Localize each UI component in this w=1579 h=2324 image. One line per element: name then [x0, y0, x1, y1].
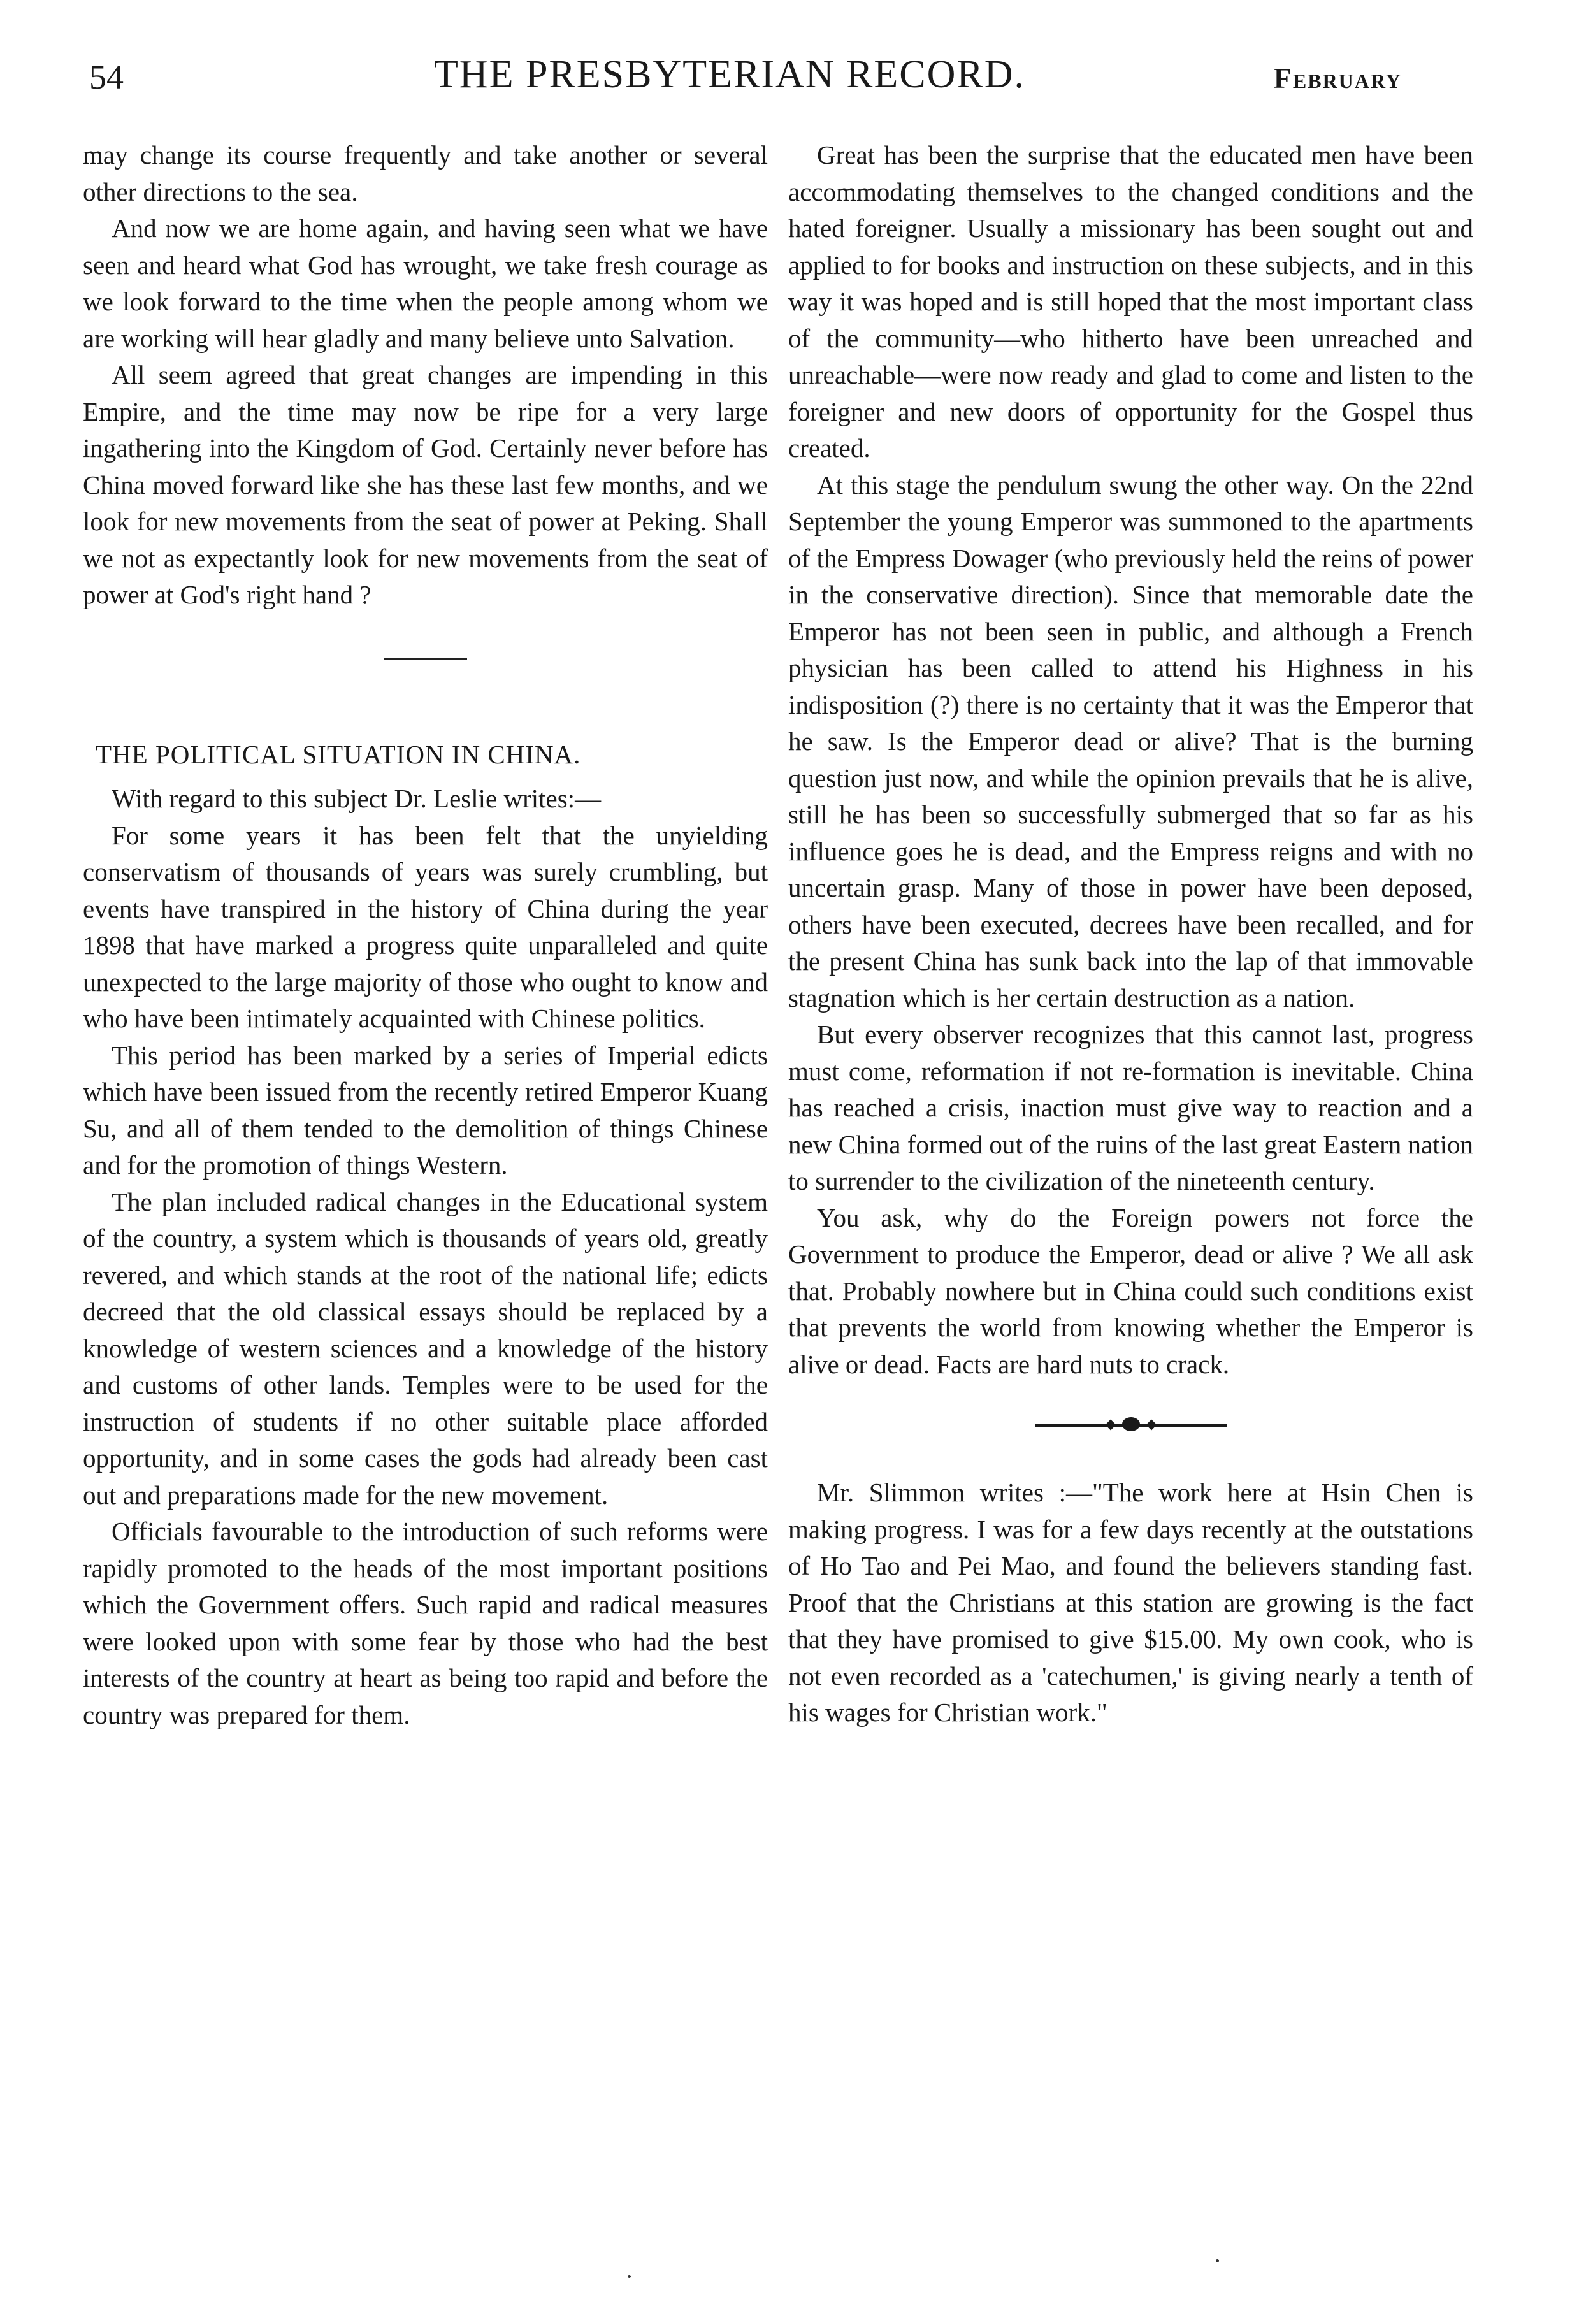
paragraph: The plan included radical changes in the Educational system of the country, a system which is thousands of years old, greatly revered, and which stands at the root of the national life; edicts decreed that the old classical essays should be replaced by a knowledge of western sciences and a knowledge of the history and customs of other lands. Temples were to be used for the instruction of students if no other suitable place afforded opportunity, and in some cases the gods had already been cast out and preparations made for the new movement.	[83, 1187, 768, 1510]
left-column	[83, 137, 768, 2195]
print-speck	[1216, 2259, 1219, 2262]
paragraph: This period has been marked by a series of Imperial edicts which have been issued from the recently retired Emperor Kuang Su, and all of them tended to the demolition of things Chinese and for the promotion of things Western.	[83, 1040, 768, 1180]
section-divider	[384, 658, 467, 660]
paragraph: You ask, why do the Foreign powers not force the Government to produce the Emperor, dead or alive ? We all ask that. Probably nowhere but in China could such conditions exist that prevents the world from knowing whether the Emperor is alive or dead. Facts are hard nuts to crack.	[788, 1202, 1473, 1379]
paragraph: Great has been the surprise that the educated men have been accommodating themselves to the changed conditions and the hated foreigner. Usually a missionary has been sought out and applied to for books and instruction on these subjects, and in this way it was hoped and is still hoped that the most important class of the community—who hitherto have been unreached and unreachable—were now ready and glad to come and listen to the foreigner and new doors of opportunity for the Gospel thus created.	[788, 140, 1473, 463]
paragraph: All seem agreed that great changes are impending in this Empire, and the time may now be ripe for a very large ingathering into the Kingdom of God. Certainly never before has China moved forward like she has these last few months, and we look for new movements from the seat of power at Peking. Shall we not as expectantly look for new movements from the seat of power at God's right hand ?	[83, 360, 768, 609]
right-column	[788, 137, 1473, 2195]
section-heading: THE POLITICAL SITUATION IN CHINA.	[96, 739, 581, 769]
print-speck	[628, 2275, 631, 2278]
paragraph: At this stage the pendulum swung the other way. On the 22nd September the young Emperor was summoned to the apartments of the Empress Dowager (who previously held the reins of power in the conservative direction). Since that memorable date the Emperor has not been seen in public, and although a French physician has been called to attend his Highness in his indisposition (?) there is no certainty that it was the Emperor that he saw. Is the Emperor dead or alive? That is the burning question just now, and while the opinion prevails that he is alive, still he has been so successfully submerged that so far as his influence goes he is dead, and the Empress reigns and with no uncertain grasp. Many of those in power have been deposed, others have been executed, decrees have been recalled, and for the present China has sunk back into the lap of that immovable stagnation which is her certain destruction as a nation.	[788, 470, 1473, 1013]
page-number: 54	[89, 58, 124, 96]
paragraph: Officials favourable to the introduction of such reforms were rapidly promoted to the heads of the most important positions which the Government offers. Such rapid and radical measures were looked upon with some fear by those who had the best interests of the country at heart as being too rapid and before the country was prepared for them.	[83, 1517, 768, 1729]
publication-title: THE PRESBYTERIAN RECORD.	[433, 53, 1026, 96]
paragraph: With regard to this subject Dr. Leslie writes:—	[112, 784, 602, 813]
running-header	[57, 52, 1402, 110]
paragraph: And now we are home again, and having seen what we have seen and heard what God has wrought, we take fresh courage as we look forward to the time when the people among whom we are working will hear gladly and many believe unto Salvation.	[83, 213, 768, 353]
paragraph: But every observer recognizes that this cannot last, progress must come, reformation if not re-formation is inevitable. China has reached a crisis, inaction must give way to reaction and a new China formed out of the ruins of the last great Eastern nation to surrender to the civilization of the nineteenth century.	[788, 1020, 1473, 1195]
issue-month: February	[1273, 62, 1402, 94]
paragraph: may change its course frequently and take another or several other directions to the sea.	[83, 140, 768, 206]
paragraph: Mr. Slimmon writes :—"The work here at Hsin Chen is making progress. I was for a few days recently at the outstations of Ho Tao and Pei Mao, and found the believers standing fast. Proof that the Christians at this station are growing is the fact that they have promised to give $15.00. My own cook, who is not even recorded as a 'catechumen,' is giving nearly a tenth of his wages for Christian work."	[788, 1478, 1473, 1727]
ornamental-rule	[1035, 1412, 1227, 1438]
paragraph: For some years it has been felt that the unyielding conservatism of thousands of years was surely crumbling, but events have transpired in the history of China during the year 1898 that have marked a progress quite unparalleled and quite unexpected to the large majority of those who ought to know and who have been intimately acquainted with Chinese politics.	[83, 820, 768, 1033]
